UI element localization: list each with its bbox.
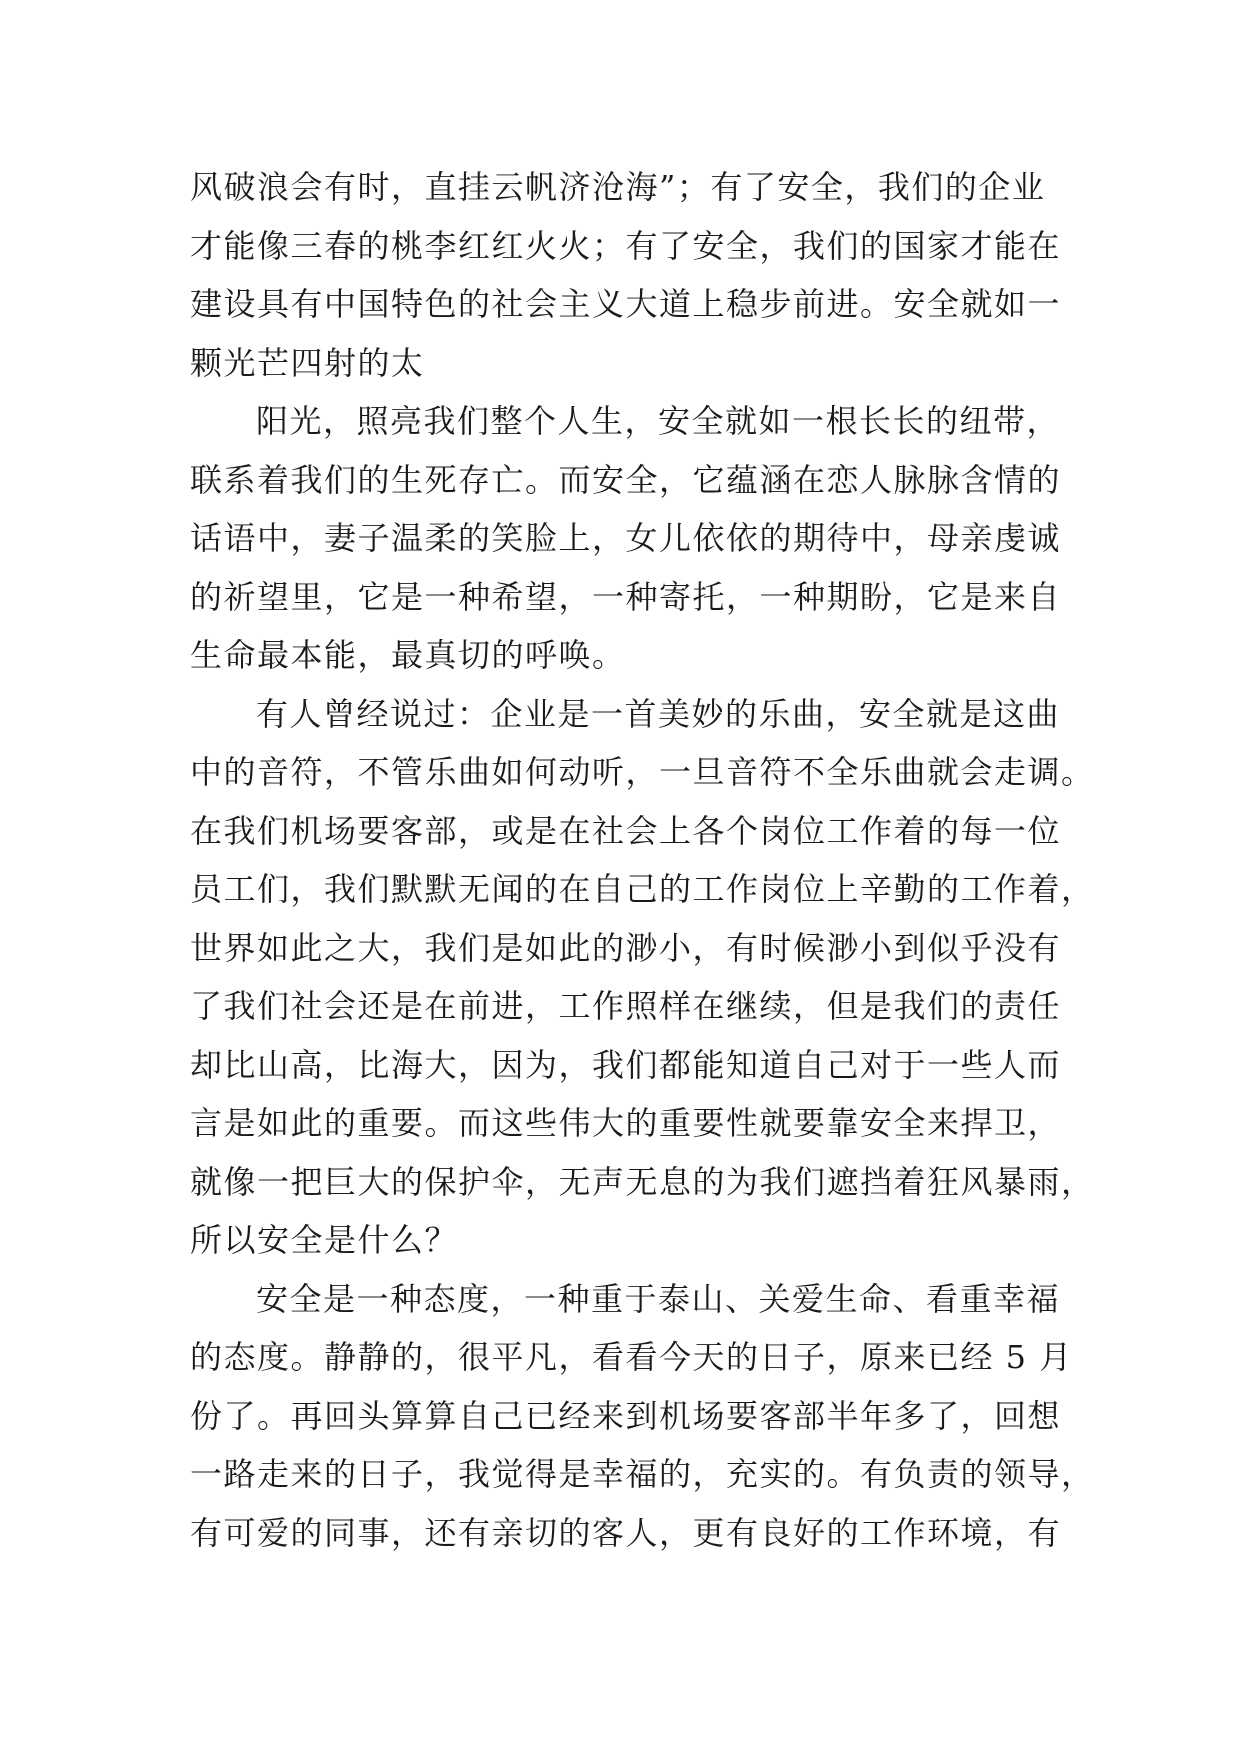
text-line: 有可爱的同事，还有亲切的客人，更有良好的工作环境，有: [190, 1513, 1062, 1552]
text-line: 世界如此之大，我们是如此的渺小，有时候渺小到似乎没有: [190, 928, 1062, 967]
text-line: 中的音符，不管乐曲如何动听，一旦音符不全乐曲就会走调。: [190, 753, 1095, 791]
text-line: 生命最本能，最真切的呼唤。: [190, 636, 626, 674]
text-line: 的祈望里，它是一种希望，一种寄托，一种期盼，它是来自: [190, 577, 1062, 616]
text-line: 员工们，我们默默无闻的在自己的工作岗位上辛勤的工作着，: [190, 870, 1095, 908]
document-body: [190, 158, 1095, 1562]
text-line: 份了。再回头算算自己已经来到机场要客部半年多了，回想: [190, 1396, 1062, 1435]
text-line: 却比山高，比海大，因为，我们都能知道自己对于一些人而: [190, 1045, 1062, 1084]
text-line: 联系着我们的生死存亡。而安全，它蕴涵在恋人脉脉含情的: [190, 460, 1062, 499]
text-line: 在我们机场要客部，或是在社会上各个岗位工作着的每一位: [190, 811, 1062, 850]
text-line: 就像一把巨大的保护伞，无声无息的为我们遮挡着狂风暴雨，: [190, 1162, 1095, 1201]
paragraph-start-line: 有人曾经说过：企业是一首美妙的乐曲，安全就是这曲: [256, 694, 1061, 733]
text-line: 风破浪会有时，直挂云帆济沧海”；有了安全，我们的企业: [190, 168, 1046, 206]
text-line: 颗光芒四射的太: [190, 343, 425, 382]
text-line: 言是如此的重要。而这些伟大的重要性就要靠安全来捍卫，: [190, 1104, 1062, 1142]
paragraph-start-line: 安全是一种态度，一种重于泰山、关爱生命、看重幸福: [256, 1279, 1061, 1318]
text-line: 话语中，妻子温柔的笑脸上，女儿依依的期待中，母亲虔诚: [190, 519, 1062, 557]
text-line: 所以安全是什么？: [190, 1221, 459, 1259]
text-line: 建设具有中国特色的社会主义大道上稳步前进。安全就如一: [190, 285, 1062, 323]
paragraph-start-line: 阳光，照亮我们整个人生，安全就如一根长长的纽带，: [256, 402, 1061, 440]
text-line: 的态度。静静的，很平凡，看看今天的日子，原来已经 5 月: [190, 1338, 1073, 1376]
text-line: 一路走来的日子，我觉得是幸福的，充实的。有负责的领导，: [190, 1455, 1095, 1493]
text-line: 才能像三春的桃李红红火火；有了安全，我们的国家才能在: [190, 226, 1062, 265]
text-line: 了我们社会还是在前进，工作照样在继续，但是我们的责任: [190, 987, 1062, 1025]
